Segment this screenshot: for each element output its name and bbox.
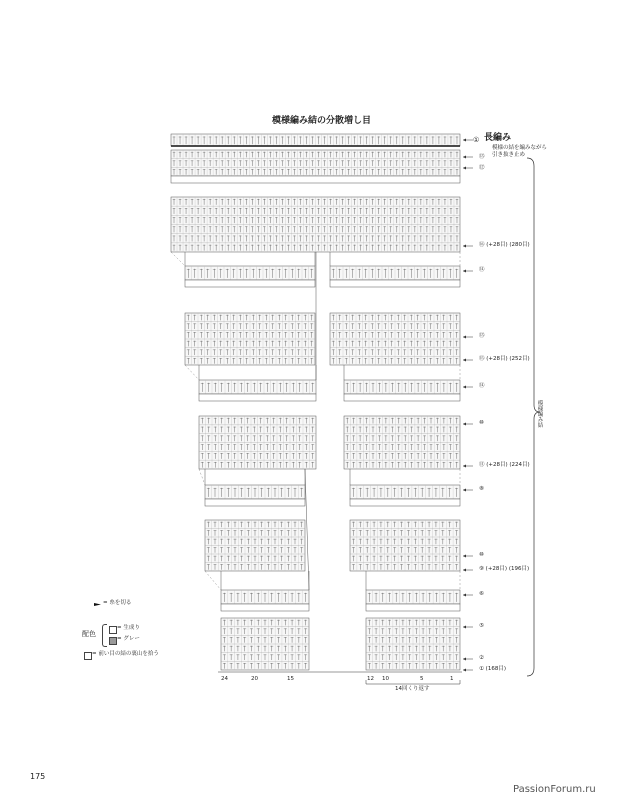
separator-band: [330, 280, 460, 287]
row-label: ⑩: [479, 420, 484, 426]
row-arrowhead: [463, 167, 466, 170]
separator-band: [366, 604, 460, 611]
color-swatch-gray: [109, 637, 117, 645]
row-arrowhead: [463, 669, 466, 672]
row-label: ⑭: [479, 383, 485, 389]
row-label: ⑨ (+28目) (196目): [479, 566, 530, 572]
color-swatch-natural: [109, 626, 117, 634]
top-note-line1: 模様の結を編みながら: [492, 145, 548, 151]
separator-band: [205, 499, 305, 506]
guide-line: [205, 571, 221, 590]
separator-band: [221, 604, 309, 611]
repeat-bracket: [366, 680, 460, 684]
row-label: ⑫: [479, 165, 485, 171]
separator-band: [171, 176, 460, 183]
page-number: 175: [30, 772, 46, 781]
row-arrowhead: [463, 139, 466, 142]
row-arrowhead: [463, 386, 466, 389]
row-label: ⑩: [479, 552, 484, 558]
tick-label: 10: [382, 676, 389, 682]
row-label: ⑥: [479, 591, 484, 597]
tick-label: 5: [420, 676, 424, 682]
row-arrowhead: [463, 658, 466, 661]
row-arrowhead: [463, 359, 466, 362]
color-natural-label: = 生成り: [117, 625, 140, 631]
separator-band: [185, 280, 315, 287]
row-arrowhead: [463, 156, 466, 159]
chart-title: 模様編み結の分散増し目: [272, 116, 372, 126]
row-label: ① (168目): [479, 666, 506, 672]
row-arrowhead: [463, 594, 466, 597]
row-arrowhead: [463, 270, 466, 273]
row-label: ⑪ (+28目) (224目): [479, 462, 530, 468]
watermark: PassionForum.ru: [513, 784, 596, 795]
separator-band: [199, 394, 316, 401]
top-note-line2: 引き抜き止め: [492, 152, 526, 158]
guide-line: [171, 252, 185, 266]
row-arrowhead: [463, 569, 466, 572]
tick-label: 15: [287, 676, 294, 682]
legend-brace: [102, 624, 107, 647]
row-label: ⑭: [479, 267, 485, 273]
separator-band: [350, 499, 460, 506]
row-label: ⑤: [479, 623, 484, 629]
row-label: ⑯ (+28目) (280目): [479, 242, 530, 248]
tick-label: 20: [251, 676, 258, 682]
row-arrowhead: [463, 555, 466, 558]
tick-label: 1: [450, 676, 454, 682]
repeat-label: 14回くり返す: [395, 686, 430, 692]
row-arrowhead: [463, 336, 466, 339]
row-arrowhead: [463, 465, 466, 468]
separator-band: [344, 394, 460, 401]
row-label: ⑮ (+28目) (252目): [479, 356, 530, 362]
row-arrowhead: [463, 626, 466, 629]
tick-label: 24: [221, 676, 228, 682]
top-row-marker: ①: [473, 136, 480, 144]
connector-line: [305, 469, 309, 590]
top-row-label: 長編み: [484, 133, 512, 143]
guide-line: [185, 365, 199, 380]
row-label: ⑬: [479, 333, 485, 339]
row-arrowhead: [463, 245, 466, 248]
tick-label: 12: [367, 676, 374, 682]
row-label: ⑬: [479, 154, 485, 160]
color-gray-label: = グレー: [117, 636, 140, 642]
back-loop-text: = 前い目の結の裏山を拾う: [92, 651, 159, 657]
cut-yarn-text: = 糸を切る: [103, 600, 132, 606]
back-loop-symbol: [84, 652, 92, 660]
color-legend-title: 配色: [82, 630, 96, 638]
row-label: ⑧: [479, 486, 484, 492]
row-label: ②: [479, 655, 484, 661]
guide-line: [199, 469, 205, 485]
row-arrowhead: [463, 489, 466, 492]
row-arrowhead: [463, 423, 466, 426]
side-label: 模様編み結: [536, 400, 543, 428]
